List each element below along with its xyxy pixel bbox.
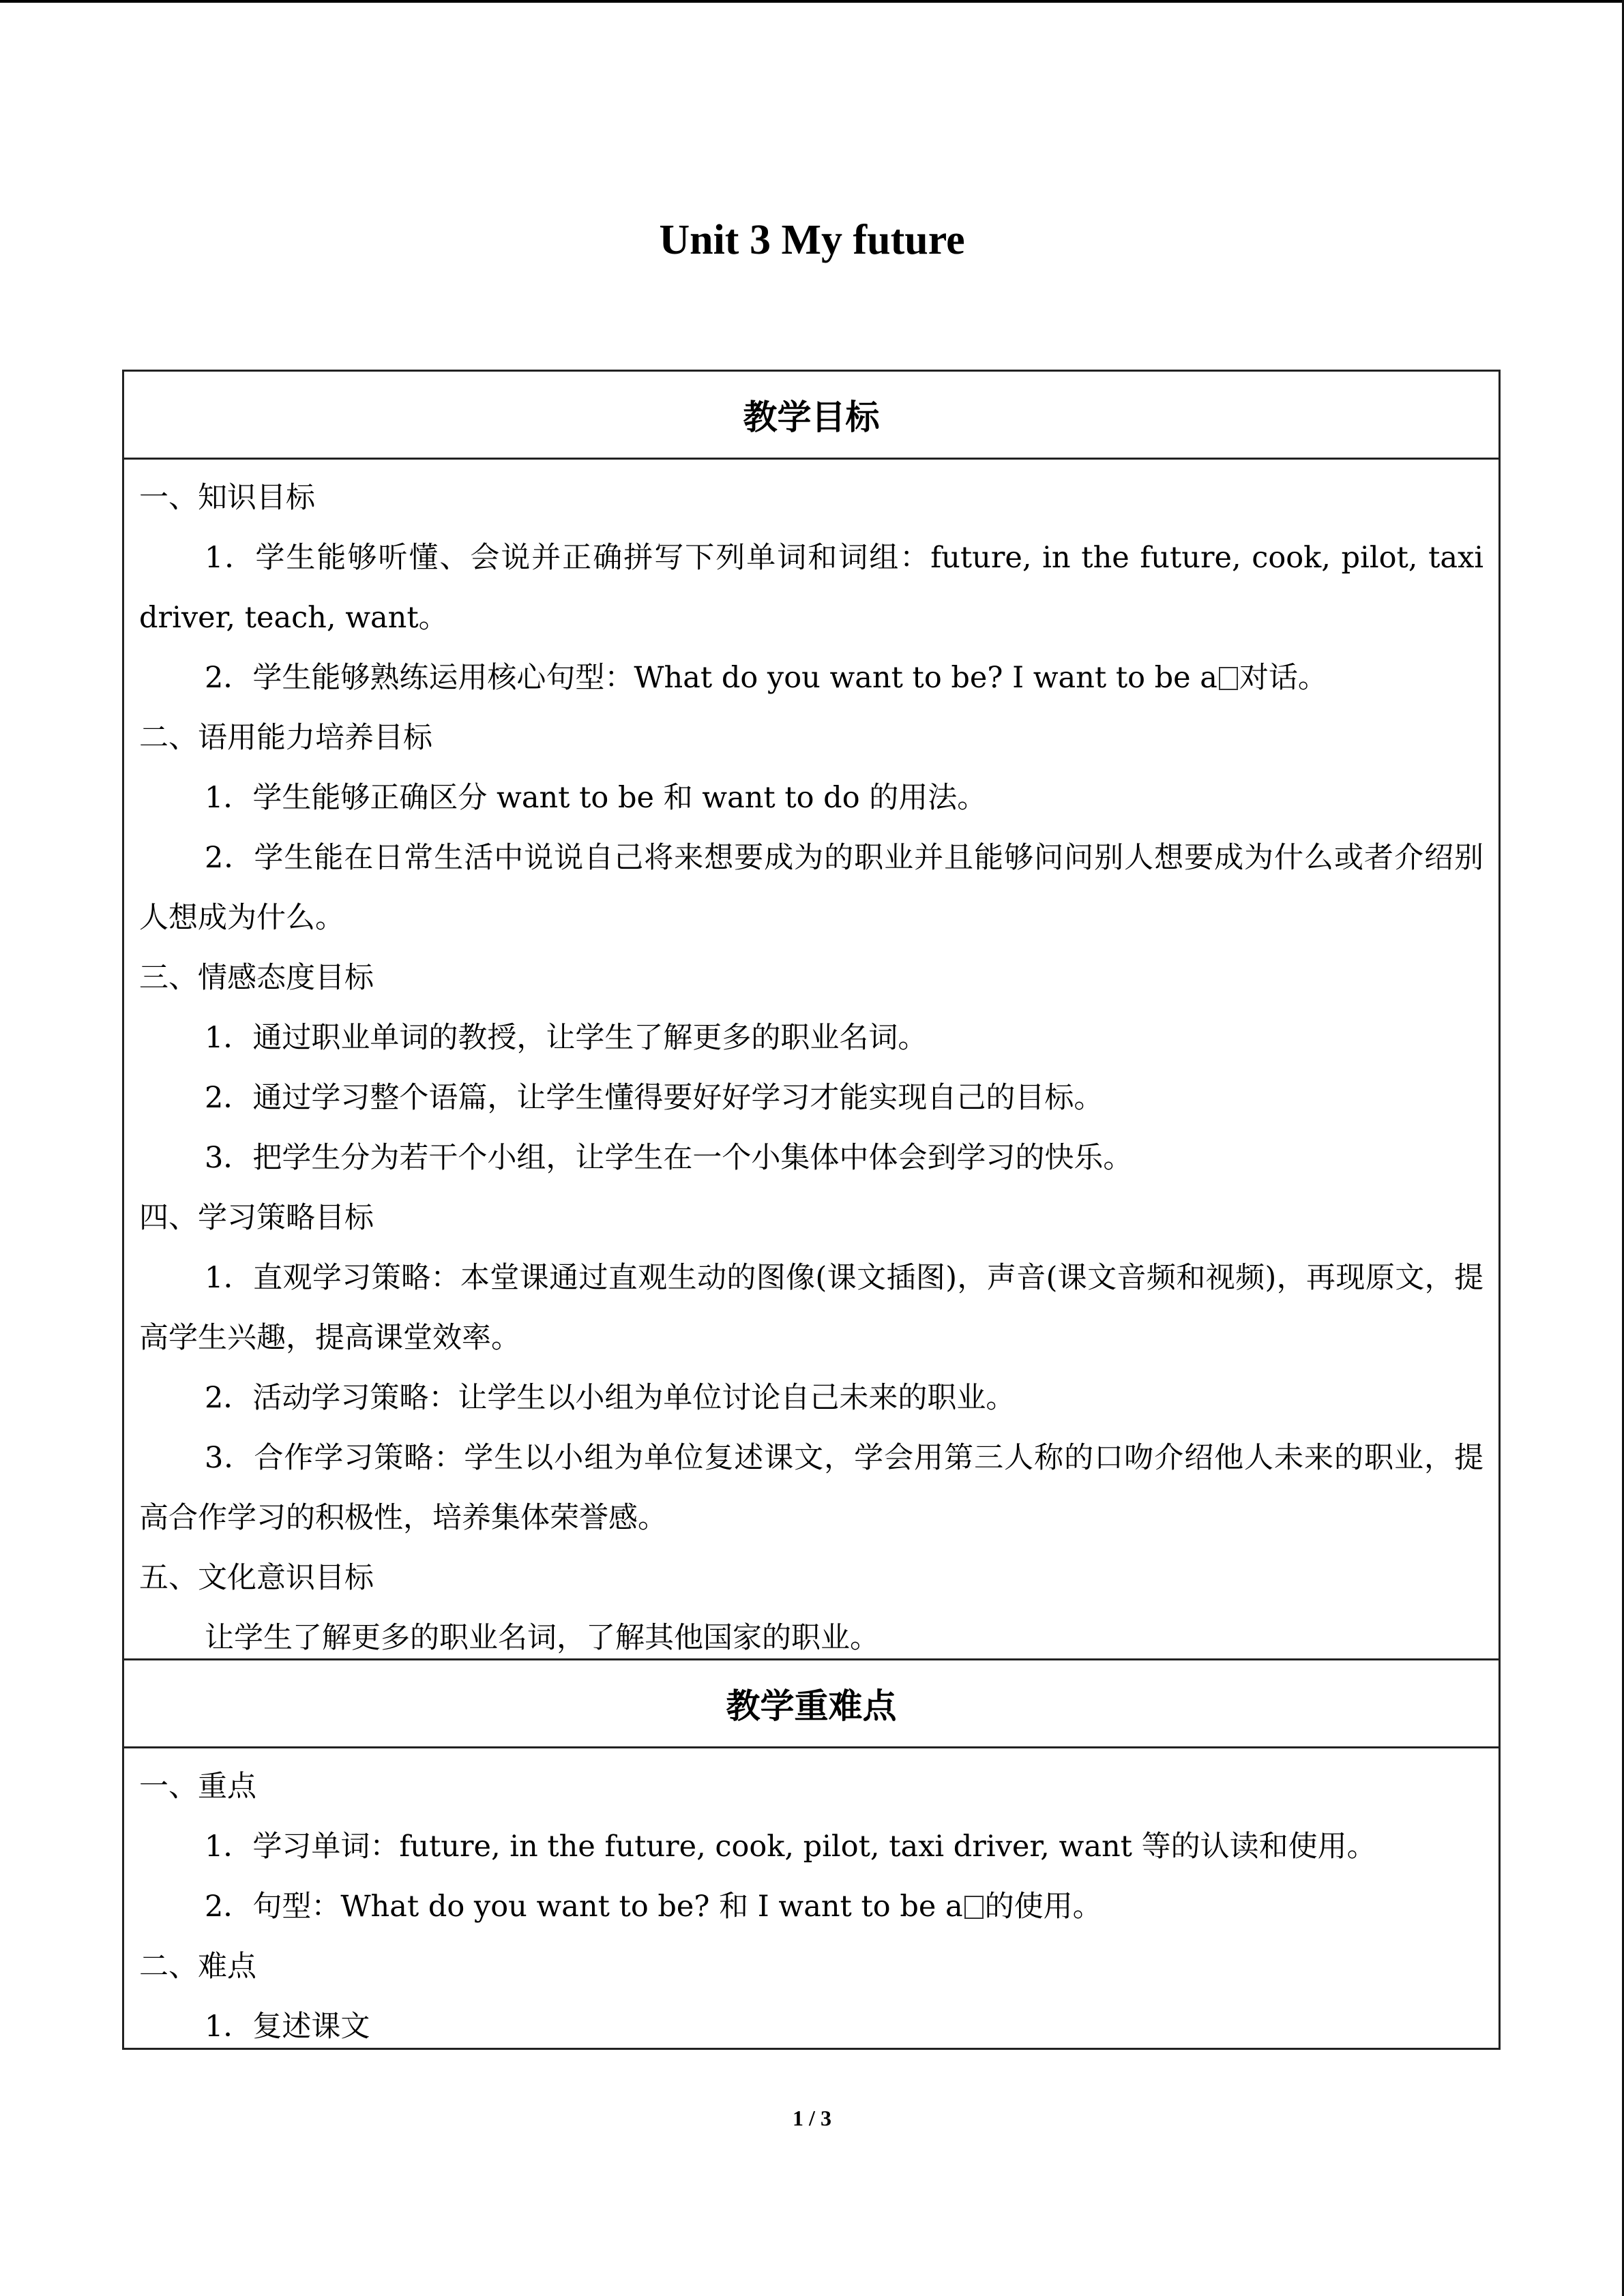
objective-item: 3．把学生分为若干个小组，让学生在一个小集体中体会到学习的快乐。	[205, 1141, 1133, 1175]
objective-item: 2．学生能在日常生活中说说自己将来想要成为的职业并且能够问问别人想要成为什么或者介绍别人想成为什么。	[139, 841, 1483, 935]
objective-heading-learning-strategy: 四、学习策略目标	[139, 1201, 374, 1235]
document-title: Unit 3 My future	[659, 217, 965, 263]
section-body-key-difficult-points	[124, 1748, 1498, 2048]
objective-item: 让学生了解更多的职业名词，了解其他国家的职业。	[205, 1621, 879, 1655]
difficult-points-heading: 二、难点	[139, 1950, 256, 1984]
lesson-plan-table	[122, 370, 1501, 2050]
key-point-item	[139, 1877, 1483, 1937]
top-border-bar	[0, 0, 1624, 3]
objective-item-text: 对话。	[1239, 661, 1327, 695]
objective-item: 2．通过学习整个语篇，让学生懂得要好好学习才能实现自己的目标。	[205, 1081, 1104, 1115]
objective-heading-emotional-attitude: 三、情感态度目标	[139, 961, 374, 995]
difficult-point-item: 1．复述课文	[205, 2010, 370, 2044]
missing-glyph-box	[964, 1896, 984, 1919]
key-point-item-text: 的使用。	[984, 1890, 1102, 1924]
objective-item: 1．直观学习策略：本堂课通过直观生动的图像(课文插图)，声音(课文音频和视频)，再现原文，提高学生兴趣，提高课堂效率。	[139, 1261, 1483, 1355]
objective-item: 1．学生能够正确区分 want to be 和 want to do 的用法。	[205, 781, 987, 815]
key-point-item-text: 2．句型：What do you want to be? 和 I want to be a	[205, 1890, 963, 1924]
page-number: 1 / 3	[793, 2106, 831, 2130]
section-body-teaching-objectives	[124, 460, 1498, 1660]
objective-item: 1．学生能够听懂、会说并正确拼写下列单词和词组：future, in the future, cook, pilot, taxi driver, teach, want。	[139, 541, 1483, 635]
objective-item	[139, 648, 1483, 708]
objective-heading-language-ability: 二、语用能力培养目标	[139, 721, 432, 755]
objective-heading-knowledge: 一、知识目标	[139, 481, 315, 515]
section-header-key-difficult-points: 教学重难点	[124, 1660, 1498, 1748]
missing-glyph-box	[1219, 667, 1238, 690]
section-header-teaching-objectives: 教学目标	[124, 372, 1498, 460]
objective-item: 1．通过职业单词的教授，让学生了解更多的职业名词。	[205, 1021, 928, 1055]
objective-item-text: 2．学生能够熟练运用核心句型：What do you want to be? I want to be a	[205, 661, 1217, 695]
key-point-item: 1．学习单词：future, in the future, cook, pilot, taxi driver, want 等的认读和使用。	[205, 1830, 1376, 1864]
objective-heading-cultural-awareness: 五、文化意识目标	[139, 1561, 374, 1595]
objective-item: 3．合作学习策略：学生以小组为单位复述课文，学会用第三人称的口吻介绍他人未来的职业，提高合作学习的积极性，培养集体荣誉感。	[139, 1441, 1483, 1535]
key-points-heading: 一、重点	[139, 1770, 256, 1804]
objective-item: 2．活动学习策略：让学生以小组为单位讨论自己未来的职业。	[205, 1381, 1016, 1415]
